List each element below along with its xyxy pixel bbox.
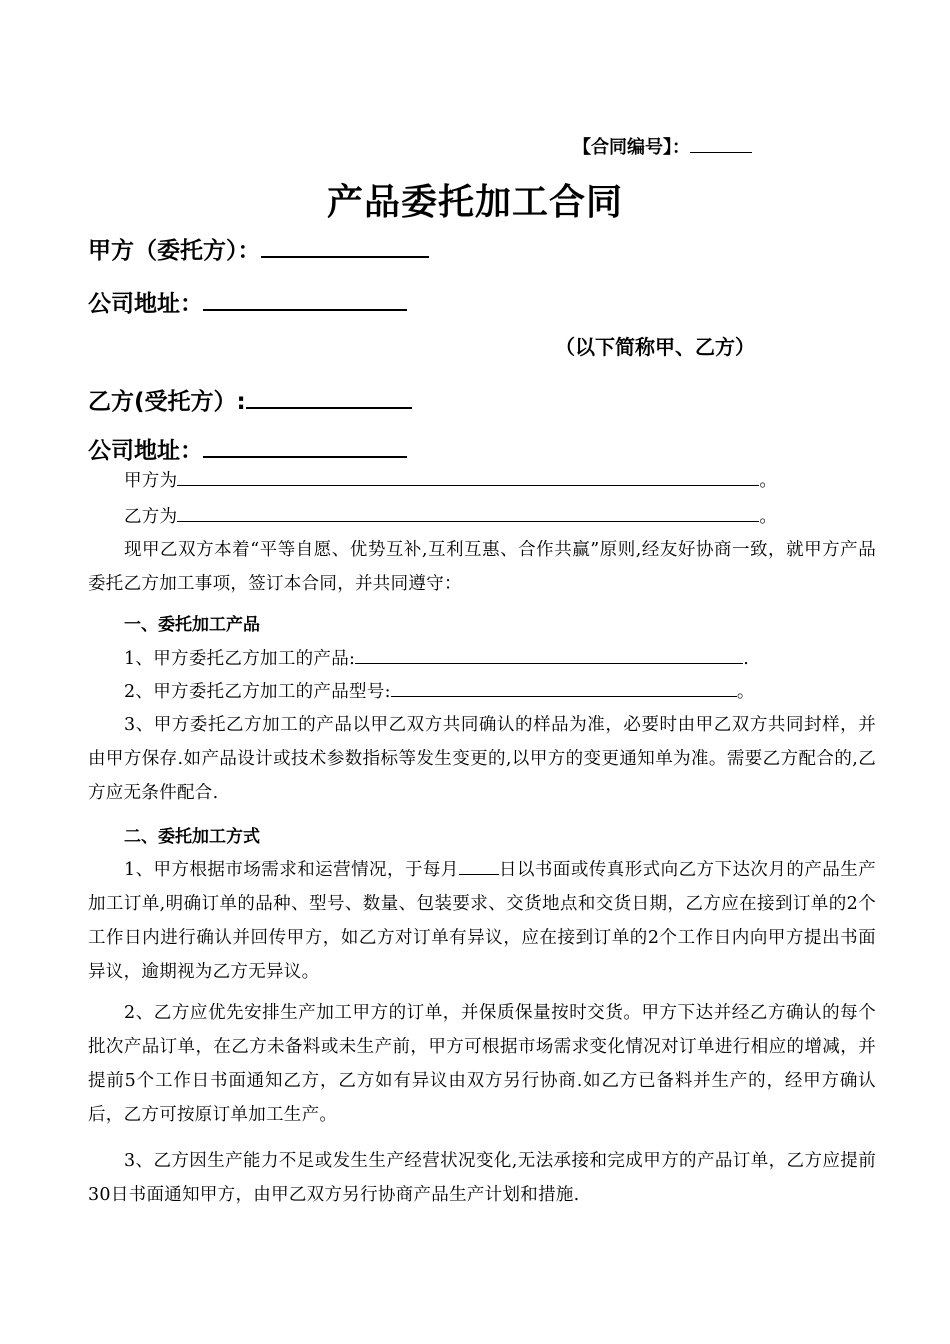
abbreviation-note: （以下简称甲、乙方） (555, 335, 755, 359)
party-a-blank[interactable] (261, 234, 429, 258)
party-b-description-label: 乙方为 (124, 507, 178, 527)
section-1-item-1 (124, 642, 749, 676)
party-b-description-line (124, 500, 777, 534)
contract-number-label: 【合同编号】： (573, 137, 690, 158)
item-2-label: 2、甲方委托乙方加工的产品型号: (124, 682, 391, 702)
party-a-description-blank[interactable] (177, 465, 759, 486)
order-day-blank[interactable] (459, 854, 499, 875)
party-b-blank[interactable] (246, 385, 412, 409)
party-b-address-line (88, 432, 407, 465)
product-name-blank[interactable] (355, 643, 743, 664)
party-b-address-blank[interactable] (203, 434, 407, 458)
section-2-heading: 二、委托加工方式 (124, 827, 260, 847)
item-1-label: 1、甲方委托乙方加工的产品: (124, 649, 356, 669)
party-a-description-line (124, 464, 777, 498)
item-2-end: 。 (736, 682, 755, 702)
product-model-blank[interactable] (391, 676, 737, 697)
party-a-address-label: 公司地址： (88, 291, 203, 317)
party-a-line (88, 232, 429, 265)
preamble-paragraph: 现甲乙双方本着“平等自愿、优势互补,互利互惠、合作共赢”原则,经友好协商一致，就甲方产品委托乙方加工事项，签订本合同，并共同遵守： (88, 540, 876, 594)
end-mark: 。 (759, 507, 778, 527)
party-b-description-blank[interactable] (177, 501, 759, 522)
item-1-end: . (743, 649, 750, 669)
section-1-item-3: 3、甲方委托乙方加工的产品以甲乙双方共同确认的样品为准，必要时由甲乙双方共同封样，并由甲方保存.如产品设计或技术参数指标等发生变更的,以甲方的变更通知单为准。需要乙方配合的,乙方应无条件配合. (88, 715, 876, 803)
end-mark: 。 (759, 471, 778, 491)
party-b-address-label: 公司地址： (88, 438, 203, 464)
item-1-before: 1、甲方根据市场需求和运营情况，于每月 (124, 860, 459, 880)
contract-number-blank[interactable] (690, 134, 752, 153)
section-2-item-2: 2、乙方应优先安排生产加工甲方的订单，并保质保量按时交货。甲方下达并经乙方确认的每个批次产品订单，在乙方未备料或未生产前，甲方可根据市场需求变化情况对订单进行相应的增减，并提前5个工作日书面通知乙方，乙方如有异议由双方另行协商.如乙方已备料并生产的，经甲方确认后，乙方可按原订单加工生产。 (88, 1003, 876, 1125)
section-2-item-1 (88, 853, 876, 989)
section-1-item-2 (124, 675, 755, 709)
party-a-address-blank[interactable] (203, 287, 407, 311)
section-1-heading: 一、委托加工产品 (124, 615, 260, 635)
party-a-description-label: 甲方为 (124, 471, 178, 491)
party-a-address-line (88, 285, 407, 318)
party-b-line (88, 383, 412, 416)
item-1-after: 日以书面或传真形式向乙方下达次月的产品生产加工订单,明确订单的品种、型号、数量、包装要求、交货地点和交货日期，乙方应在接到订单的2个工作日内进行确认并回传甲方，如乙方对订单有异议，应在接到订单的2个工作日内向甲方提出书面异议，逾期视为乙方无异议。 (88, 860, 876, 982)
party-b-label: 乙方(受托方）: (88, 389, 246, 415)
party-a-label: 甲方（委托方）： (88, 238, 261, 264)
section-2-item-3: 3、乙方因生产能力不足或发生生产经营状况变化,无法承接和完成甲方的产品订单，乙方应提前30日书面通知甲方，由甲乙双方另行协商产品生产计划和措施. (88, 1151, 876, 1205)
page-title: 产品委托加工合同 (326, 182, 623, 223)
contract-number (573, 133, 752, 159)
